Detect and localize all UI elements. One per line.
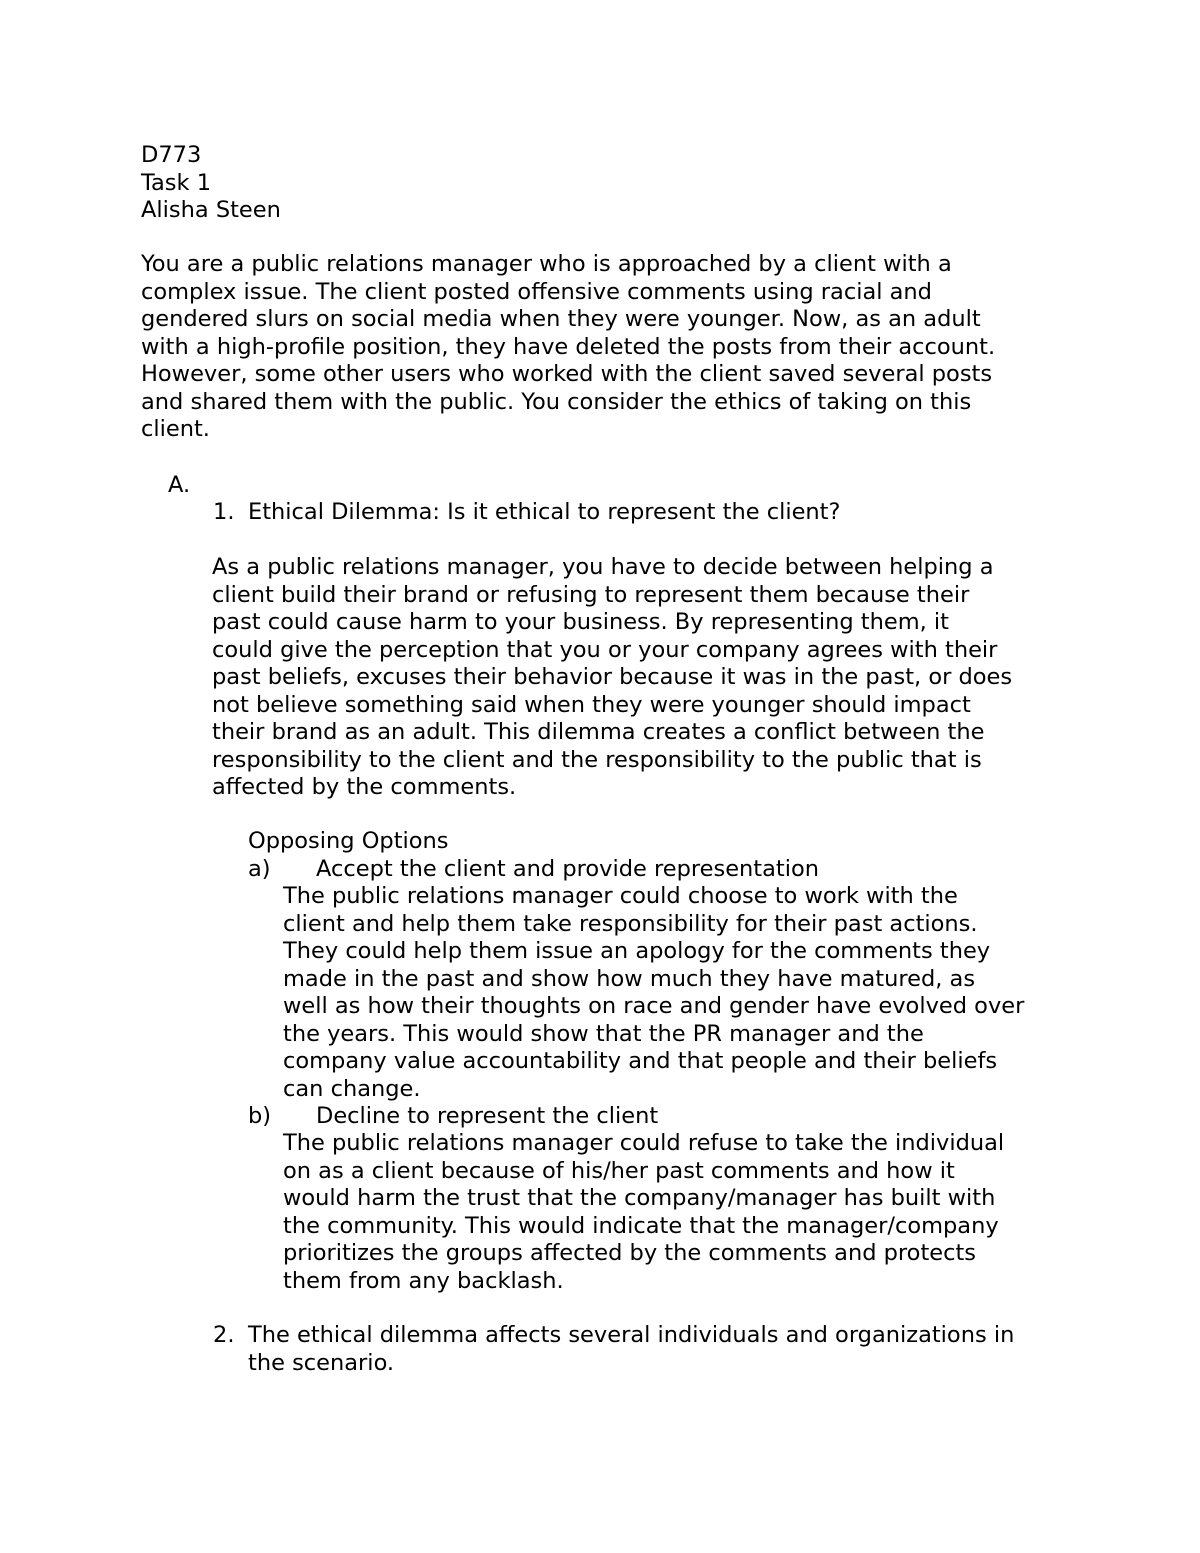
item-2-number: 2. — [213, 1322, 235, 1348]
text-line: gendered slurs on social media when they were younger. Now, as an adult — [141, 306, 981, 332]
text-line: prioritizes the groups affected by the comments and protects — [283, 1240, 977, 1266]
option-b-title: Decline to represent the client — [316, 1103, 659, 1129]
item-2-paragraph — [248, 1322, 1014, 1377]
text-line: well as how their thoughts on race and gender have evolved over — [283, 993, 1025, 1019]
text-line: client build their brand or refusing to represent them because their — [212, 581, 970, 608]
option-b-paragraph — [283, 1130, 1004, 1295]
text-line: affected by the comments. — [212, 774, 517, 800]
text-line: would harm the trust that the company/manager has built with — [283, 1185, 996, 1211]
task-label: Task 1 — [141, 169, 212, 196]
course-code: D773 — [141, 142, 202, 168]
item-1-number: 1. — [213, 499, 235, 525]
text-line: client and help them take responsibility for their past actions. — [283, 910, 978, 937]
author-name: Alisha Steen — [141, 197, 281, 223]
text-line: with a high-profile position, they have deleted the posts from their account. — [141, 333, 996, 360]
opposing-options-heading: Opposing Options — [248, 828, 449, 854]
text-line: on as a client because of his/her past comments and how it — [283, 1157, 955, 1184]
option-a-letter: a) — [248, 856, 271, 882]
text-line: responsibility to the client and the responsibility to the public that is — [212, 746, 982, 773]
text-line: could give the perception that you or your company agrees with their — [212, 636, 998, 663]
text-line: past beliefs, excuses their behavior because it was in the past, or does — [212, 664, 1013, 690]
text-line: They could help them issue an apology for the comments they — [283, 938, 991, 964]
section-a-marker: A. — [168, 472, 191, 498]
text-line: can change. — [283, 1075, 421, 1102]
text-line: and shared them with the public. You consider the ethics of taking on this — [141, 388, 972, 415]
text-line: made in the past and show how much they have matured, as — [283, 965, 976, 992]
text-line: The public relations manager could choose to work with the — [283, 883, 958, 909]
text-line: However, some other users who worked with the client saved several posts — [141, 361, 993, 387]
document-header — [141, 142, 281, 225]
option-a-paragraph — [283, 883, 1024, 1103]
item-1-title: Ethical Dilemma: Is it ethical to represent the client? — [248, 499, 841, 525]
text-line: client. — [141, 416, 210, 442]
text-line: not believe something said when they were younger should impact — [212, 691, 971, 718]
text-line: the scenario. — [248, 1349, 395, 1376]
text-line: The public relations manager could refuse to take the individual — [283, 1130, 1005, 1156]
text-line: company value accountability and that people and their beliefs — [283, 1048, 998, 1074]
dilemma-paragraph — [212, 554, 1012, 802]
text-line: You are a public relations manager who is approached by a client with a — [141, 251, 952, 277]
text-line: their brand as an adult. This dilemma creates a conflict between the — [212, 719, 985, 745]
text-line: complex issue. The client posted offensive comments using racial and — [141, 278, 932, 305]
text-line: As a public relations manager, you have to decide between helping a — [212, 554, 994, 580]
option-a-title: Accept the client and provide representation — [316, 856, 820, 882]
option-b-letter: b) — [248, 1103, 272, 1129]
text-line: The ethical dilemma affects several individuals and organizations in — [248, 1322, 1015, 1348]
intro-paragraph — [141, 251, 995, 444]
text-line: the community. This would indicate that the manager/company — [283, 1212, 999, 1239]
text-line: them from any backlash. — [283, 1267, 564, 1294]
text-line: the years. This would show that the PR manager and the — [283, 1020, 924, 1047]
text-line: past could cause harm to your business. By representing them, it — [212, 609, 950, 635]
